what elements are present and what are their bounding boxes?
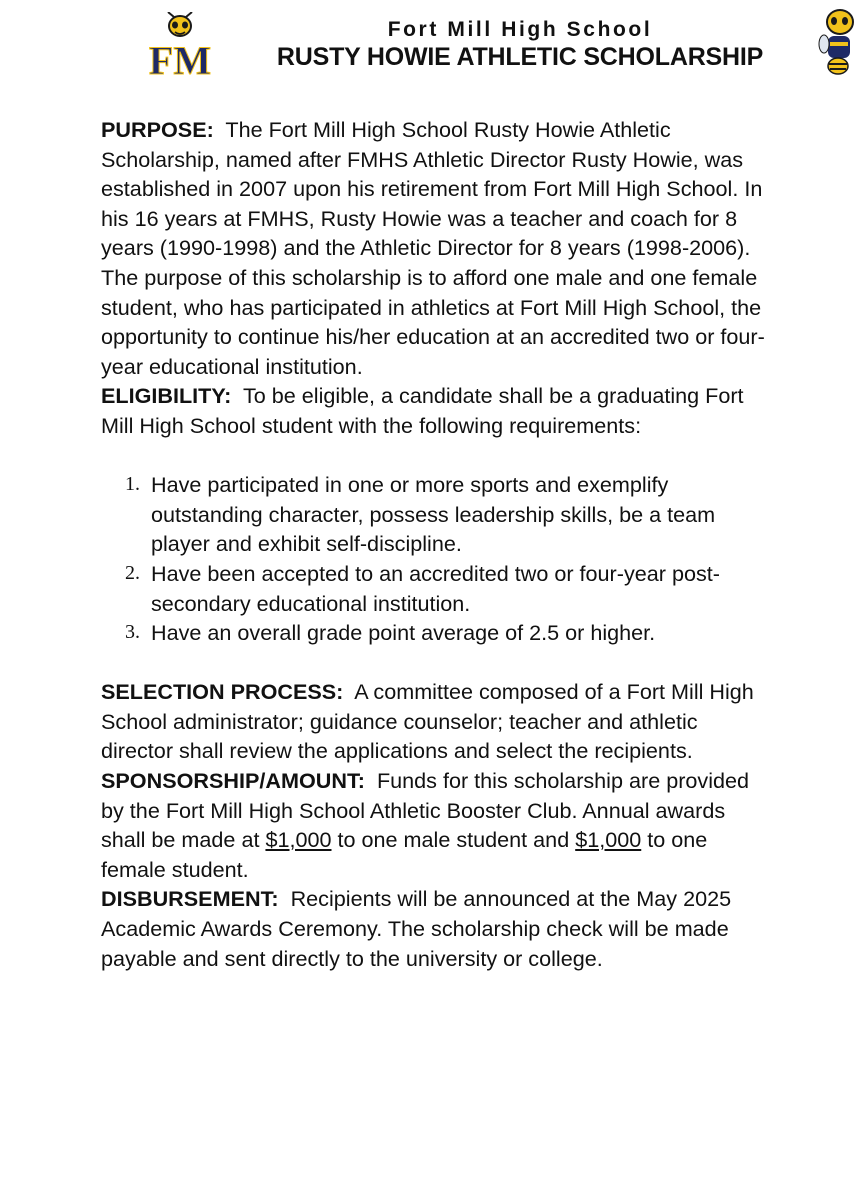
sponsorship-text: Funds for this scholarship are provided by the Fort Mill High School Athletic Booster Club. Annual awards shall be made at bbox=[101, 768, 750, 853]
amount-male: $1,000 bbox=[265, 827, 332, 853]
list-item-text: Have participated in one or more sports and exemplify outstanding character, possess leadership skills, be a team player and exhibit self-discipline. bbox=[151, 472, 716, 557]
list-item-number: 3. bbox=[125, 621, 140, 644]
eligibility-text: To be eligible, a candidate shall be a graduating Fort Mill High School student with the following requirements: bbox=[101, 383, 744, 438]
requirements-list bbox=[101, 470, 771, 648]
fm-yellowjacket-logo bbox=[144, 12, 216, 78]
selection-section bbox=[101, 677, 771, 766]
list-item-number: 1. bbox=[125, 473, 140, 496]
sponsorship-section bbox=[101, 766, 771, 884]
eligibility-label: ELIGIBILITY: bbox=[101, 383, 232, 409]
purpose-label: PURPOSE: bbox=[101, 117, 214, 142]
sponsorship-label: SPONSORSHIP/AMOUNT: bbox=[101, 768, 365, 794]
purpose-text: The Fort Mill High School Rusty Howie Athletic Scholarship, named after FMHS Athletic Director Rusty Howie, was established in 2007 upon his retirement from Fort Mill High School. In his 16 years at FMHS, Rusty Howie was a teacher and coach for 8 years (1990-1998) and the Athletic Director for 8 years (1998-2006). The purpose of this scholarship is to afford one male and one female student, who has participated in athletics at Fort Mill High School, the opportunity to continue his/her education at an accredited two or four-year educational institution. bbox=[101, 117, 765, 379]
yellowjacket-mascot-icon bbox=[818, 8, 857, 78]
document-header bbox=[0, 0, 857, 85]
disbursement-label: DISBURSEMENT: bbox=[101, 886, 279, 912]
selection-label: SELECTION PROCESS: bbox=[101, 679, 344, 705]
school-name: Fort Mill High School bbox=[387, 18, 653, 41]
list-item-text: Have been accepted to an accredited two or four-year post-secondary educational institution. bbox=[151, 560, 720, 616]
list-item bbox=[101, 618, 771, 648]
list-item bbox=[101, 559, 771, 618]
svg-text:FM: FM bbox=[148, 38, 212, 78]
selection-text: A committee composed of a Fort Mill High School administrator; guidance counselor; teacher and athletic director shall review the applications and select the recipients. bbox=[101, 679, 754, 764]
sponsorship-text: to one female student. bbox=[101, 827, 708, 882]
sponsorship-text: to one male student and bbox=[337, 827, 570, 853]
list-item-text: Have an overall grade point average of 2.5 or higher. bbox=[151, 620, 656, 646]
document-title: RUSTY HOWIE ATHLETIC SCHOLARSHIP bbox=[276, 43, 764, 71]
amount-female: $1,000 bbox=[575, 827, 642, 853]
document-body bbox=[101, 115, 771, 973]
purpose-section bbox=[101, 115, 771, 381]
disbursement-text: Recipients will be announced at the May 2025 Academic Awards Ceremony. The scholarship check will be made payable and sent directly to the university or college. bbox=[101, 886, 732, 971]
list-item-number: 2. bbox=[125, 561, 140, 584]
eligibility-section bbox=[101, 381, 771, 440]
list-item bbox=[101, 470, 771, 559]
disbursement-section bbox=[101, 884, 771, 973]
